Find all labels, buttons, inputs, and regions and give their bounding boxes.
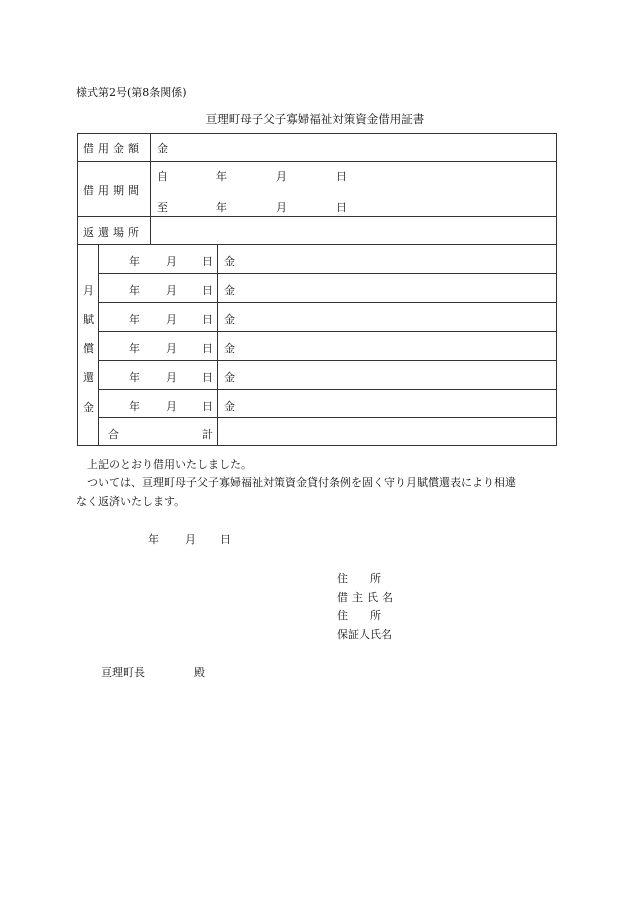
period-from-label: 自 <box>157 170 168 183</box>
installment-label-char: 金 <box>83 401 94 414</box>
installment-amount-prefix: 金 <box>224 342 235 355</box>
period-to-year: 年 <box>216 201 227 214</box>
table-rule <box>77 216 557 217</box>
borrower-address-label: 住 所 <box>337 572 381 585</box>
installment-amount-prefix: 金 <box>224 284 235 297</box>
body-line-2: ついては、亘理町母子父子寡婦福祉対策資金貸付条例を固く守り月賦償還表により相違 <box>87 476 516 489</box>
return-place-label: 返還場所 <box>83 226 143 239</box>
installment-year: 年 <box>129 400 140 413</box>
table-border-right <box>556 133 557 446</box>
guarantor-address-label: 住 所 <box>337 609 381 622</box>
date-year: 年 <box>148 533 159 546</box>
table-rule <box>150 133 151 244</box>
installment-day: 日 <box>202 255 213 268</box>
table-rule <box>77 244 557 245</box>
installment-month: 月 <box>166 255 177 268</box>
amount-prefix: 金 <box>157 142 168 155</box>
table-border-top <box>77 133 557 134</box>
period-to-label: 至 <box>157 201 168 214</box>
loan-certificate-table <box>77 133 557 446</box>
total-label-right: 計 <box>202 428 213 441</box>
addressee-name: 亘理町長 <box>101 666 145 679</box>
installment-amount-prefix: 金 <box>224 255 235 268</box>
borrower-name-label: 借主氏名 <box>337 591 397 604</box>
installment-day: 日 <box>202 284 213 297</box>
guarantor-name-label: 保証人氏名 <box>337 628 392 641</box>
form-number-label: 様式第2号(第8条関係) <box>76 86 187 99</box>
table-border-left <box>77 133 78 446</box>
body-line-3: なく返済いたします。 <box>76 495 186 508</box>
installment-month: 月 <box>166 371 177 384</box>
installment-day: 日 <box>202 342 213 355</box>
table-rule <box>98 389 557 390</box>
table-rule <box>98 360 557 361</box>
installment-amount-prefix: 金 <box>224 400 235 413</box>
table-rule <box>77 161 557 162</box>
installment-amount-prefix: 金 <box>224 313 235 326</box>
table-rule <box>98 302 557 303</box>
installment-label-char: 月 <box>83 284 94 297</box>
amount-label: 借用金額 <box>83 142 143 155</box>
body-line-1: 上記のとおり借用いたしました。 <box>87 458 252 471</box>
installment-day: 日 <box>202 371 213 384</box>
table-rule <box>98 417 557 418</box>
installment-day: 日 <box>202 313 213 326</box>
total-label-left: 合 <box>108 428 119 441</box>
installment-label-char: 償 <box>83 342 94 355</box>
installment-year: 年 <box>129 255 140 268</box>
installment-label-char: 還 <box>83 371 94 384</box>
installment-year: 年 <box>129 284 140 297</box>
installment-month: 月 <box>166 313 177 326</box>
installment-month: 月 <box>166 284 177 297</box>
installment-amount-prefix: 金 <box>224 371 235 384</box>
table-rule <box>217 244 218 446</box>
date-day: 日 <box>220 533 231 546</box>
installment-label-char: 賦 <box>83 313 94 326</box>
installment-year: 年 <box>129 342 140 355</box>
period-from-year: 年 <box>216 170 227 183</box>
installment-month: 月 <box>166 342 177 355</box>
document-title: 亘理町母子父子寡婦福祉対策資金借用証書 <box>205 112 425 126</box>
installment-year: 年 <box>129 313 140 326</box>
table-rule <box>98 273 557 274</box>
table-rule <box>98 244 99 446</box>
table-rule <box>98 331 557 332</box>
installment-year: 年 <box>129 371 140 384</box>
addressee-honorific: 殿 <box>194 666 205 679</box>
period-label: 借用期間 <box>83 184 143 197</box>
period-to-month: 月 <box>276 201 287 214</box>
period-from-day: 日 <box>336 170 347 183</box>
table-border-bottom <box>77 445 557 446</box>
period-from-month: 月 <box>276 170 287 183</box>
installment-day: 日 <box>202 400 213 413</box>
date-month: 月 <box>185 533 196 546</box>
installment-month: 月 <box>166 400 177 413</box>
period-to-day: 日 <box>336 201 347 214</box>
